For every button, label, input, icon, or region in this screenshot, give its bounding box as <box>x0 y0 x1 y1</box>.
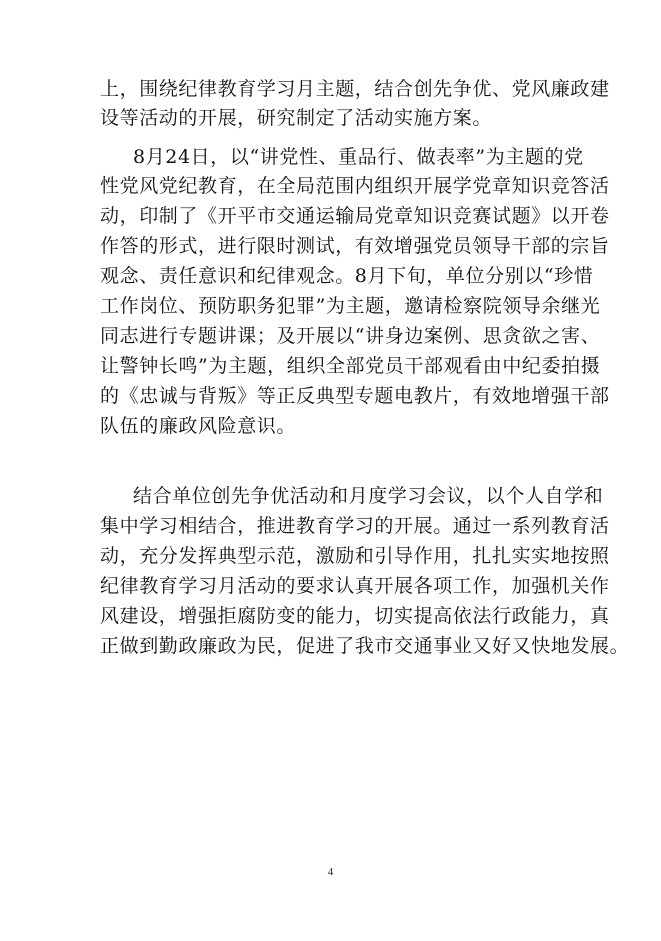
text-line: 上，围绕纪律教育学习月主题，结合创先争优、党风廉政建 <box>100 78 610 100</box>
text-line: 工作岗位、预防职务犯罪”为主题，邀请检察院领导余继光 <box>100 295 601 317</box>
text-line: 性党风党纪教育，在全局范围内组织开展学党章知识竞答活 <box>100 175 610 197</box>
text-line: 的《忠诚与背叛》等正反典型专题电教片，有效地增强干部 <box>100 385 610 407</box>
text-line: 动，印制了《开平市交通运输局党章知识竞赛试题》以开卷 <box>100 205 610 227</box>
text-line: 正做到勤政廉政为民，促进了我市交通事业又好又快地发展。 <box>100 635 630 657</box>
text-line: 风建设，增强拒腐防变的能力，切实提高依法行政能力，真 <box>100 605 610 627</box>
text-line: 集中学习相结合，推进教育学习的开展。通过一系列教育活 <box>100 515 610 537</box>
text-line: 设等活动的开展，研究制定了活动实施方案。 <box>100 107 493 129</box>
text-line: 8月24日，以“讲党性、重品行、做表率”为主题的党 <box>133 146 584 168</box>
text-line: 让警钟长鸣”为主题，组织全部党员干部观看由中纪委拍摄 <box>100 355 601 377</box>
text-line: 作答的形式，进行限时测试，有效增强党员领导干部的宗旨 <box>100 235 610 257</box>
text-line: 观念、责任意识和纪律观念。8月下旬，单位分别以“珍惜 <box>100 265 594 287</box>
page-number: 4 <box>327 866 334 878</box>
text-line: 结合单位创先争优活动和月度学习会议，以个人自学和 <box>133 485 604 507</box>
text-line: 动，充分发挥典型示范，激励和引导作用，扎扎实实地按照 <box>100 545 610 567</box>
text-line: 纪律教育学习月活动的要求认真开展各项工作，加强机关作 <box>100 575 610 597</box>
text-line: 同志进行专题讲课；及开展以“讲身边案例、思贪欲之害、 <box>100 325 601 347</box>
text-line: 队伍的廉政风险意识。 <box>100 415 297 437</box>
